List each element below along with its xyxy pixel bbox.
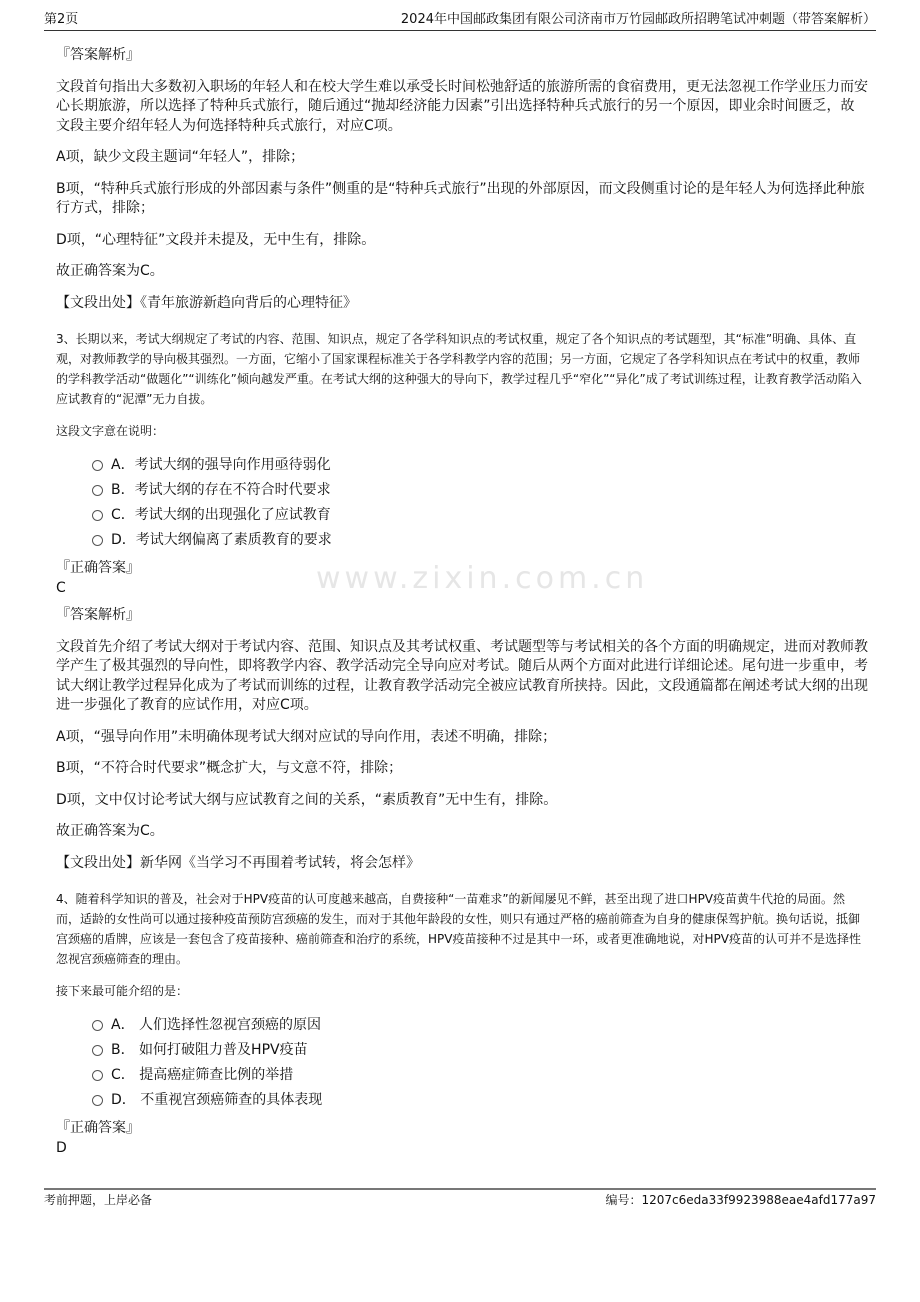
watermark: www.zixin.com.cn bbox=[316, 561, 649, 596]
analysis-paragraph: 文段首句指出大多数初入职场的年轻人和在校大学生难以承受长时间松弛舒适的旅游所需的食宿费用，更无法忽视工作学业压力而安心长期旅游，所以选择了特种兵式旅行，随后通过“抛却经济能力因素”引出选择特种兵式旅行的另一个原因，即业余时间匮乏，故文段主要介绍年轻人为何选择特种兵式旅行，对应C项。 bbox=[56, 78, 868, 134]
correct-answer-label: 『正确答案』 bbox=[56, 560, 140, 576]
analysis-label: 『答案解析』 bbox=[56, 47, 140, 63]
question-4-option-b[interactable] bbox=[92, 1038, 868, 1063]
analysis-option-d: D项，“心理特征”文段并未提及，无中生有，排除。 bbox=[56, 231, 376, 248]
page-number: 第2页 bbox=[44, 12, 79, 27]
analysis-source: 【文段出处】新华网《当学习不再围着考试转，将会怎样》 bbox=[56, 854, 420, 871]
option-label: B． 如何打破阻力普及HPV疫苗 bbox=[111, 1042, 308, 1058]
analysis-option-a: A项，缺少文段主题词“年轻人”，排除； bbox=[56, 149, 305, 165]
question-3-options bbox=[92, 453, 868, 553]
radio-icon[interactable] bbox=[92, 535, 103, 546]
analysis-label: 『答案解析』 bbox=[56, 607, 140, 623]
analysis-option-a: A项，“强导向作用”未明确体现考试大纲对应试的导向作用，表述不明确，排除； bbox=[56, 728, 557, 745]
question-3-option-d[interactable] bbox=[92, 528, 868, 553]
footer-slogan: 考前押题，上岸必备 bbox=[44, 1193, 153, 1207]
analysis-option-d: D项，文中仅讨论考试大纲与应试教育之间的关系，“素质教育”无中生有，排除。 bbox=[56, 791, 558, 808]
analysis-conclusion: 故正确答案为C。 bbox=[56, 263, 164, 279]
radio-icon[interactable] bbox=[92, 1095, 103, 1106]
radio-icon[interactable] bbox=[92, 460, 103, 471]
question-3-option-a[interactable] bbox=[92, 453, 868, 478]
question-4-option-d[interactable] bbox=[92, 1088, 868, 1113]
question-4-text: 4、随着科学知识的普及，社会对于HPV疫苗的认可度越来越高，自费接种“一苗难求”的新闻屡见不鲜，甚至出现了进口HPV疫苗黄牛代抢的局面。然而，适龄的女性尚可以通过接种疫苗预防宫颈癌的发生，而对于其他年龄段的女性，则只有通过严格的癌前筛查为自身的健康保驾护航。换句话说，抵御宫颈癌的盾牌，应该是一套包含了疫苗接种、癌前筛查和治疗的系统，HPV疫苗接种不过是其中一环，或者更准确地说，对HPV疫苗的认可并不是选择性忽视宫颈癌筛查的理由。 bbox=[56, 892, 861, 966]
question-4-prompt: 接下来最可能介绍的是： bbox=[56, 984, 189, 998]
correct-answer: C bbox=[56, 579, 66, 596]
option-label: D． 不重视宫颈癌筛查的具体表现 bbox=[111, 1092, 323, 1108]
question-4-option-a[interactable] bbox=[92, 1013, 868, 1038]
question-3-option-b[interactable] bbox=[92, 478, 868, 503]
option-label: C． 提高癌症筛查比例的举措 bbox=[111, 1067, 294, 1083]
option-label: C．考试大纲的出现强化了应试教育 bbox=[111, 507, 331, 523]
question-4-answer bbox=[56, 1119, 868, 1158]
radio-icon[interactable] bbox=[92, 1070, 103, 1081]
document-id: 编号：1207c6eda33f9923988eae4afd177a97 bbox=[605, 1193, 876, 1207]
question-3-prompt: 这段文字意在说明： bbox=[56, 424, 165, 438]
radio-icon[interactable] bbox=[92, 1045, 103, 1056]
question-3-text: 3、长期以来，考试大纲规定了考试的内容、范围、知识点，规定了各学科知识点的考试权重，规定了各个知识点的考试题型，其“标准”明确、具体、直观，对教师教学的导向极其强烈。一方面，它缩小了国家课程标准关于各学科教学内容的范围；另一方面，它规定了各学科知识点在考试中的权重，教师的学科教学活动“做题化”“训练化”倾向越发严重。在考试大纲的这种强大的导向下，教学过程几乎“窄化”“异化”成了考试训练过程，让教育教学活动陷入应试教育的“泥潭”无力自拔。 bbox=[56, 332, 862, 406]
correct-answer: D bbox=[56, 1139, 67, 1156]
radio-icon[interactable] bbox=[92, 510, 103, 521]
analysis-option-b: B项，“不符合时代要求”概念扩大，与文意不符，排除； bbox=[56, 760, 403, 776]
analysis-conclusion: 故正确答案为C。 bbox=[56, 823, 164, 839]
question-3-option-c[interactable] bbox=[92, 503, 868, 528]
analysis-option-b: B项，“特种兵式旅行形成的外部因素与条件”侧重的是“特种兵式旅行”出现的外部原因，而文段侧重讨论的是年轻人为何选择此种旅行方式，排除； bbox=[56, 180, 865, 216]
question-3-answer bbox=[56, 559, 868, 598]
option-label: D．考试大纲偏离了素质教育的要求 bbox=[111, 532, 332, 548]
correct-answer-label: 『正确答案』 bbox=[56, 1120, 140, 1136]
analysis-paragraph: 文段首先介绍了考试大纲对于考试内容、范围、知识点及其考试权重、考试题型等与考试相关的各个方面的明确规定，进而对教师教学产生了极其强烈的导向性，即将教学内容、教学活动完全导向应对考试。随后从两个方面对此进行详细论述。尾句进一步重申，考试大纲让教学过程异化成为了考试而训练的过程，让教育教学活动完全被应试教育所挟持。因此，文段通篇都在阐述考试大纲的出现进一步强化了教育的应试作用，对应C项。 bbox=[56, 638, 868, 713]
question-4-option-c[interactable] bbox=[92, 1063, 868, 1088]
question-4-options bbox=[92, 1013, 868, 1113]
option-label: A． 人们选择性忽视宫颈癌的原因 bbox=[111, 1017, 322, 1033]
option-label: B．考试大纲的存在不符合时代要求 bbox=[111, 482, 331, 498]
document-title: 2024年中国邮政集团有限公司济南市万竹园邮政所招聘笔试冲刺题（带答案解析） bbox=[400, 12, 876, 27]
page-content bbox=[56, 0, 868, 1158]
footer bbox=[44, 1188, 876, 1220]
radio-icon[interactable] bbox=[92, 1020, 103, 1031]
analysis-source: 【文段出处】《青年旅游新趋向背后的心理特征》 bbox=[56, 294, 357, 311]
option-label: A．考试大纲的强导向作用亟待弱化 bbox=[111, 457, 331, 473]
radio-icon[interactable] bbox=[92, 485, 103, 496]
